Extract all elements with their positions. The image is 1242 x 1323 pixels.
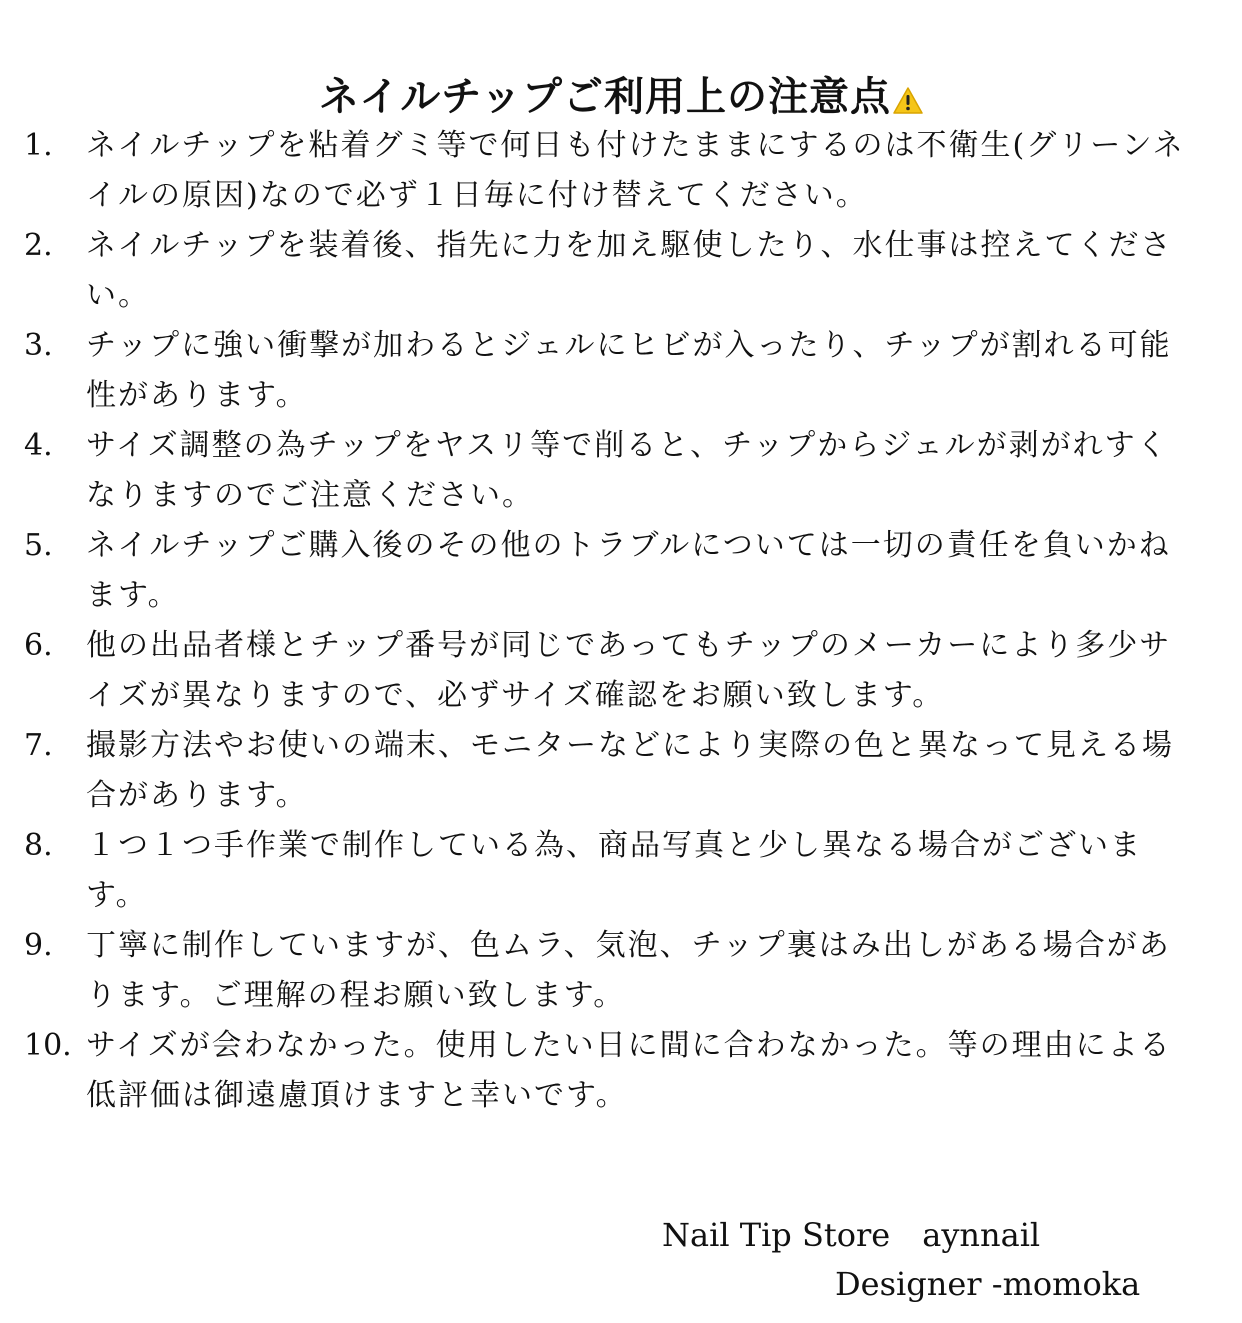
note-text: ネイルチップを装着後、指先に力を加え駆使したり、水仕事は控えてください。 (86, 228, 1173, 313)
note-number: 6. (24, 628, 53, 663)
note-item-4 (0, 421, 1242, 521)
page-title (0, 67, 1242, 127)
warning-icon (893, 87, 923, 114)
note-text: サイズが会わなかった。使用したい日に間に合わなかった。等の理由による低評価は御遠慮頂けますと幸いです。 (86, 1028, 1172, 1113)
note-text: チップに強い衝撃が加わるとジェルにヒビが入ったり、チップが割れる可能性があります。 (86, 328, 1172, 413)
note-item-1 (0, 121, 1242, 221)
note-number: 5. (24, 528, 53, 563)
notes-list (0, 121, 1242, 1121)
store-signature: Nail Tip Store aynnail (662, 1216, 1041, 1254)
note-number: 4. (24, 428, 53, 463)
note-item-2 (0, 221, 1242, 321)
page-title-text: ネイルチップご利用上の注意点 (319, 73, 891, 120)
note-text: ネイルチップご購入後のその他のトラブルについては一切の責任を負いかねます。 (86, 528, 1171, 613)
note-item-9 (0, 921, 1242, 1021)
note-text: 撮影方法やお使いの端末、モニターなどにより実際の色と異なって見える場合があります。 (86, 728, 1174, 813)
note-number: 8. (24, 828, 53, 863)
note-item-6 (0, 621, 1242, 721)
note-number: 3. (24, 328, 53, 363)
note-text: 丁寧に制作していますが、色ムラ、気泡、チップ裏はみ出しがある場合があります。ご理解の程お願い致します。 (86, 928, 1171, 1013)
note-text: ネイルチップを粘着グミ等で何日も付けたままにするのは不衛生(グリーンネイルの原因)なので必ず１日毎に付け替えてください。 (86, 128, 1185, 213)
note-text: サイズ調整の為チップをヤスリ等で削ると、チップからジェルが剥がれすくなりますのでご注意ください。 (86, 428, 1169, 513)
note-number: 10. (24, 1028, 72, 1063)
note-text: 他の出品者様とチップ番号が同じであってもチップのメーカーにより多少サイズが異なりますので、必ずサイズ確認をお願い致します。 (86, 628, 1172, 713)
note-number: 7. (24, 728, 53, 763)
note-item-3 (0, 321, 1242, 421)
note-number: 9. (24, 928, 53, 963)
note-item-5 (0, 521, 1242, 621)
note-item-10 (0, 1021, 1242, 1121)
note-number: 2. (24, 228, 53, 263)
note-item-8 (0, 821, 1242, 921)
note-text: １つ１つ手作業で制作している為、商品写真と少し異なる場合がございます。 (86, 828, 1142, 913)
note-item-7 (0, 721, 1242, 821)
note-number: 1. (24, 128, 53, 163)
designer-signature: Designer -momoka (835, 1265, 1141, 1303)
